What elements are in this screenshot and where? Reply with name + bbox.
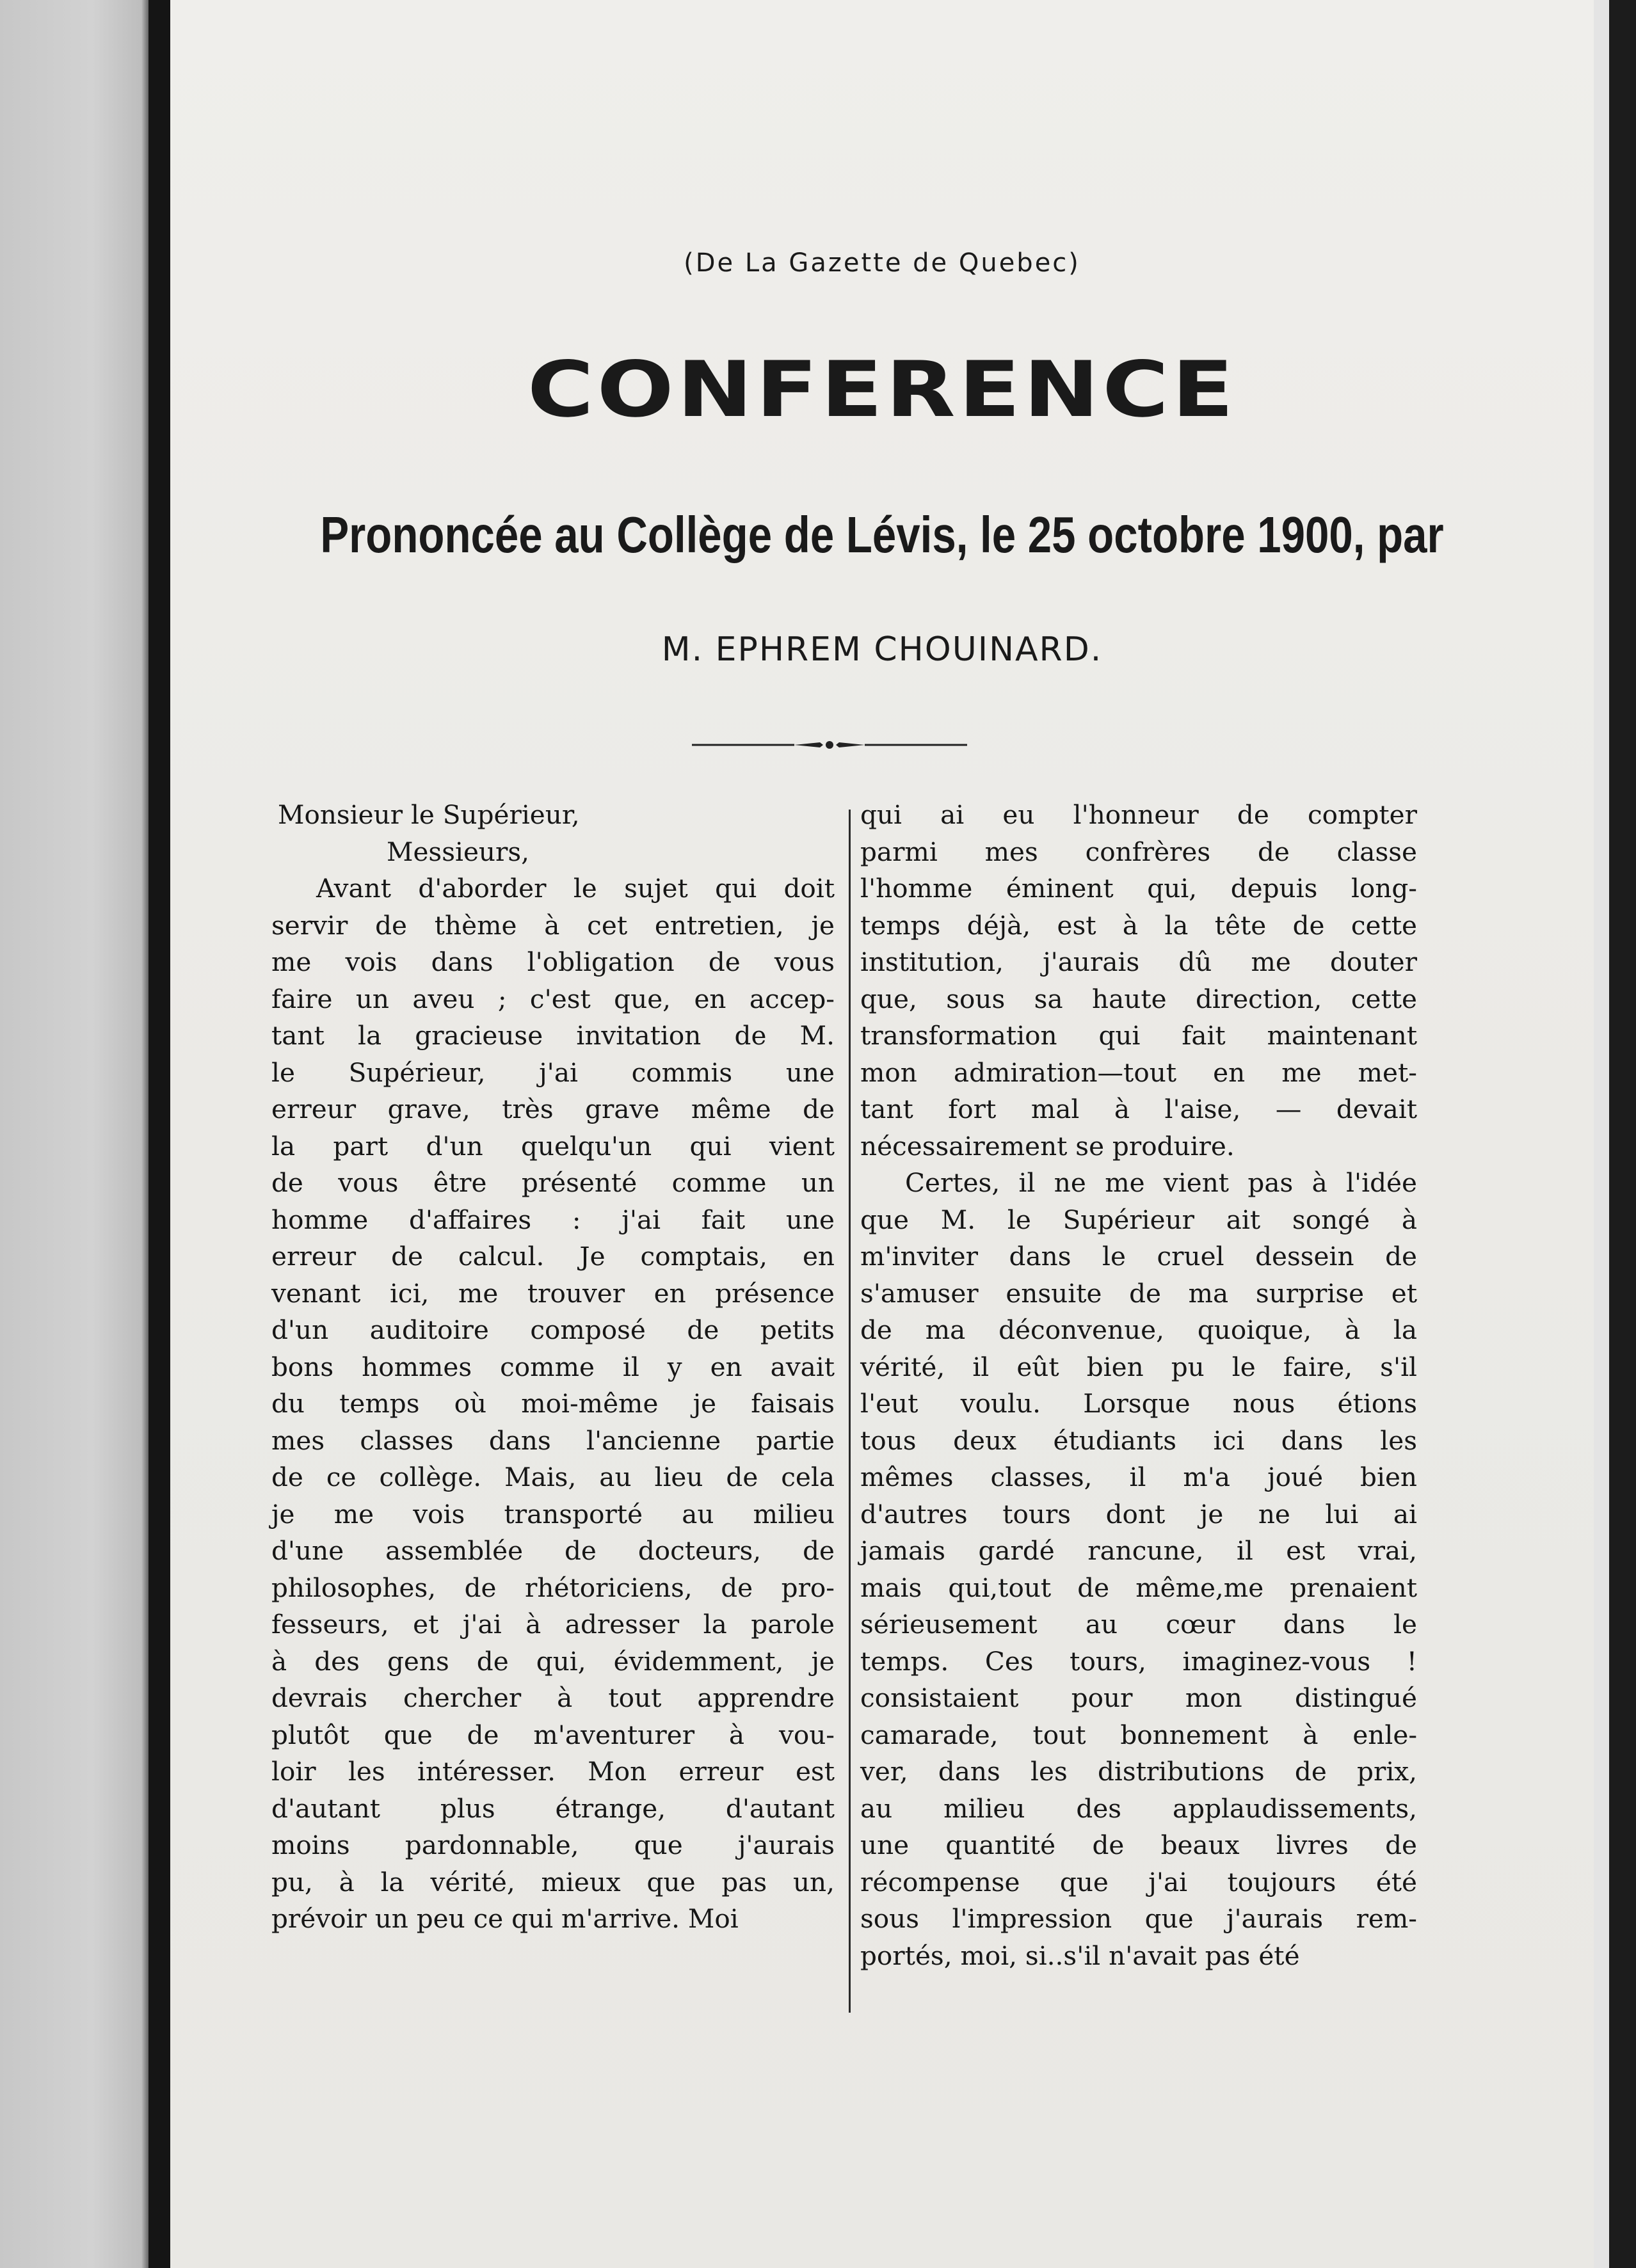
text-line: camarade, tout bonnement à enle- bbox=[860, 1719, 1417, 1750]
text-line: l'eut voulu. Lorsque nous étions bbox=[860, 1388, 1417, 1419]
text-line: parmi mes confrères de classe bbox=[860, 836, 1417, 867]
text-line: me vois dans l'obligation de vous bbox=[271, 946, 835, 977]
text-line: d'un auditoire composé de petits bbox=[271, 1314, 835, 1345]
text-line: tant fort mal à l'aise, — devait bbox=[860, 1094, 1417, 1124]
text-line: que M. le Supérieur ait songé à bbox=[860, 1204, 1417, 1235]
text-line: homme d'affaires : j'ai fait une bbox=[271, 1204, 835, 1235]
text-line: temps. Ces tours, imaginez-vous ! bbox=[860, 1645, 1417, 1677]
text-line: je me vois transporté au milieu bbox=[271, 1498, 835, 1529]
text-line: mêmes classes, il m'a joué bien bbox=[860, 1462, 1417, 1492]
text-line: au milieu des applaudissements, bbox=[860, 1793, 1417, 1824]
text-line: transformation qui fait maintenant bbox=[860, 1020, 1417, 1051]
text-line: de vous être présenté comme un bbox=[271, 1167, 835, 1198]
text-line: m'inviter dans le cruel dessein de bbox=[860, 1241, 1417, 1272]
text-line: faire un aveu ; c'est que, en accep- bbox=[271, 983, 835, 1014]
text-line: loir les intéresser. Mon erreur est bbox=[271, 1756, 835, 1787]
left-column-body bbox=[271, 870, 835, 1938]
text-line: la part d'un quelqu'un qui vient bbox=[271, 1130, 835, 1162]
text-line: tant la gracieuse invitation de M. bbox=[271, 1020, 835, 1051]
text-line: que, sous sa haute direction, cette bbox=[860, 983, 1417, 1014]
text-line: récompense que j'ai toujours été bbox=[860, 1866, 1417, 1897]
document-subtitle: Prononcée au Collège de Lévis, le 25 octobre 1900, par bbox=[320, 506, 1444, 563]
text-line: de ma déconvenue, quoique, à la bbox=[860, 1314, 1417, 1345]
text-line: d'une assemblée de docteurs, de bbox=[271, 1535, 835, 1566]
text-line: de ce collège. Mais, au lieu de cela bbox=[271, 1462, 835, 1492]
text-line: temps déjà, est à la tête de cette bbox=[860, 909, 1417, 941]
text-line: erreur grave, très grave même de bbox=[271, 1094, 835, 1124]
text-line: qui ai eu l'honneur de compter bbox=[860, 799, 1417, 830]
text-columns bbox=[271, 797, 1590, 2013]
text-line: ver, dans les distributions de prix, bbox=[860, 1756, 1417, 1787]
text-line: servir de thème à cet entretien, je bbox=[271, 909, 835, 941]
salutation-messieurs: Messieurs, bbox=[387, 836, 530, 867]
text-line: mais qui,tout de même,me prenaient bbox=[860, 1572, 1417, 1603]
text-line: s'amuser ensuite de ma surprise et bbox=[860, 1277, 1417, 1309]
text-line: philosophes, de rhétoriciens, de pro- bbox=[271, 1572, 835, 1603]
text-line: sérieusement au cœur dans le bbox=[860, 1609, 1417, 1640]
text-line: erreur de calcul. Je comptais, en bbox=[271, 1241, 835, 1272]
text-line: bons hommes comme il y en avait bbox=[271, 1351, 835, 1382]
text-line: l'homme éminent qui, depuis long- bbox=[860, 873, 1417, 904]
text-line: consistaient pour mon distingué bbox=[860, 1682, 1417, 1713]
text-line: le Supérieur, j'ai commis une bbox=[271, 1057, 835, 1088]
binding-strip bbox=[0, 0, 154, 2268]
text-line: prévoir un peu ce qui m'arrive. Moi bbox=[271, 1903, 739, 1934]
ornamental-divider bbox=[692, 739, 967, 751]
text-line: pu, à la vérité, mieux que pas un, bbox=[271, 1866, 835, 1897]
text-line: moins pardonnable, que j'aurais bbox=[271, 1830, 835, 1860]
page-edge-margin bbox=[1594, 0, 1609, 2268]
text-line: à des gens de qui, évidemment, je bbox=[271, 1645, 835, 1677]
text-line: sous l'impression que j'aurais rem- bbox=[860, 1903, 1417, 1934]
text-line: nécessairement se produire. bbox=[860, 1130, 1235, 1162]
text-line: mon admiration—tout en me met- bbox=[860, 1057, 1417, 1088]
salutation: Monsieur le Supérieur, bbox=[278, 799, 580, 830]
text-line: plutôt que de m'aventurer à vou- bbox=[271, 1719, 835, 1750]
text-line: fesseurs, et j'ai à adresser la parole bbox=[271, 1609, 835, 1640]
author-name: M. EPHREM CHOUINARD. bbox=[661, 630, 1103, 669]
text-line: portés, moi, si..s'il n'avait pas été bbox=[860, 1940, 1300, 1971]
right-edge-shadow bbox=[1609, 0, 1636, 2268]
right-column-body bbox=[860, 797, 1417, 1974]
binding-edge-shadow bbox=[148, 0, 170, 2268]
text-line: d'autres tours dont je ne lui ai bbox=[860, 1498, 1417, 1529]
text-line: Avant d'aborder le sujet qui doit bbox=[316, 873, 835, 904]
text-line: institution, j'aurais dû me douter bbox=[860, 946, 1417, 977]
source-attribution: (De La Gazette de Quebec) bbox=[684, 248, 1080, 278]
text-line: jamais gardé rancune, il est vrai, bbox=[860, 1535, 1417, 1566]
text-line: vérité, il eût bien pu le faire, s'il bbox=[860, 1351, 1417, 1382]
left-column bbox=[271, 797, 835, 1938]
right-column bbox=[860, 797, 1417, 1974]
text-line: venant ici, me trouver en présence bbox=[271, 1277, 835, 1309]
text-line: Certes, il ne me vient pas à l'idée bbox=[905, 1167, 1417, 1198]
text-line: mes classes dans l'ancienne partie bbox=[271, 1425, 835, 1456]
text-line: devrais chercher à tout apprendre bbox=[271, 1682, 835, 1713]
text-line: du temps où moi-même je faisais bbox=[271, 1388, 835, 1419]
document-page bbox=[170, 0, 1594, 2268]
document-title: CONFERENCE bbox=[527, 346, 1237, 435]
text-line: une quantité de beaux livres de bbox=[860, 1830, 1417, 1860]
text-line: tous deux étudiants ici dans les bbox=[860, 1425, 1417, 1456]
text-line: d'autant plus étrange, d'autant bbox=[271, 1793, 835, 1824]
